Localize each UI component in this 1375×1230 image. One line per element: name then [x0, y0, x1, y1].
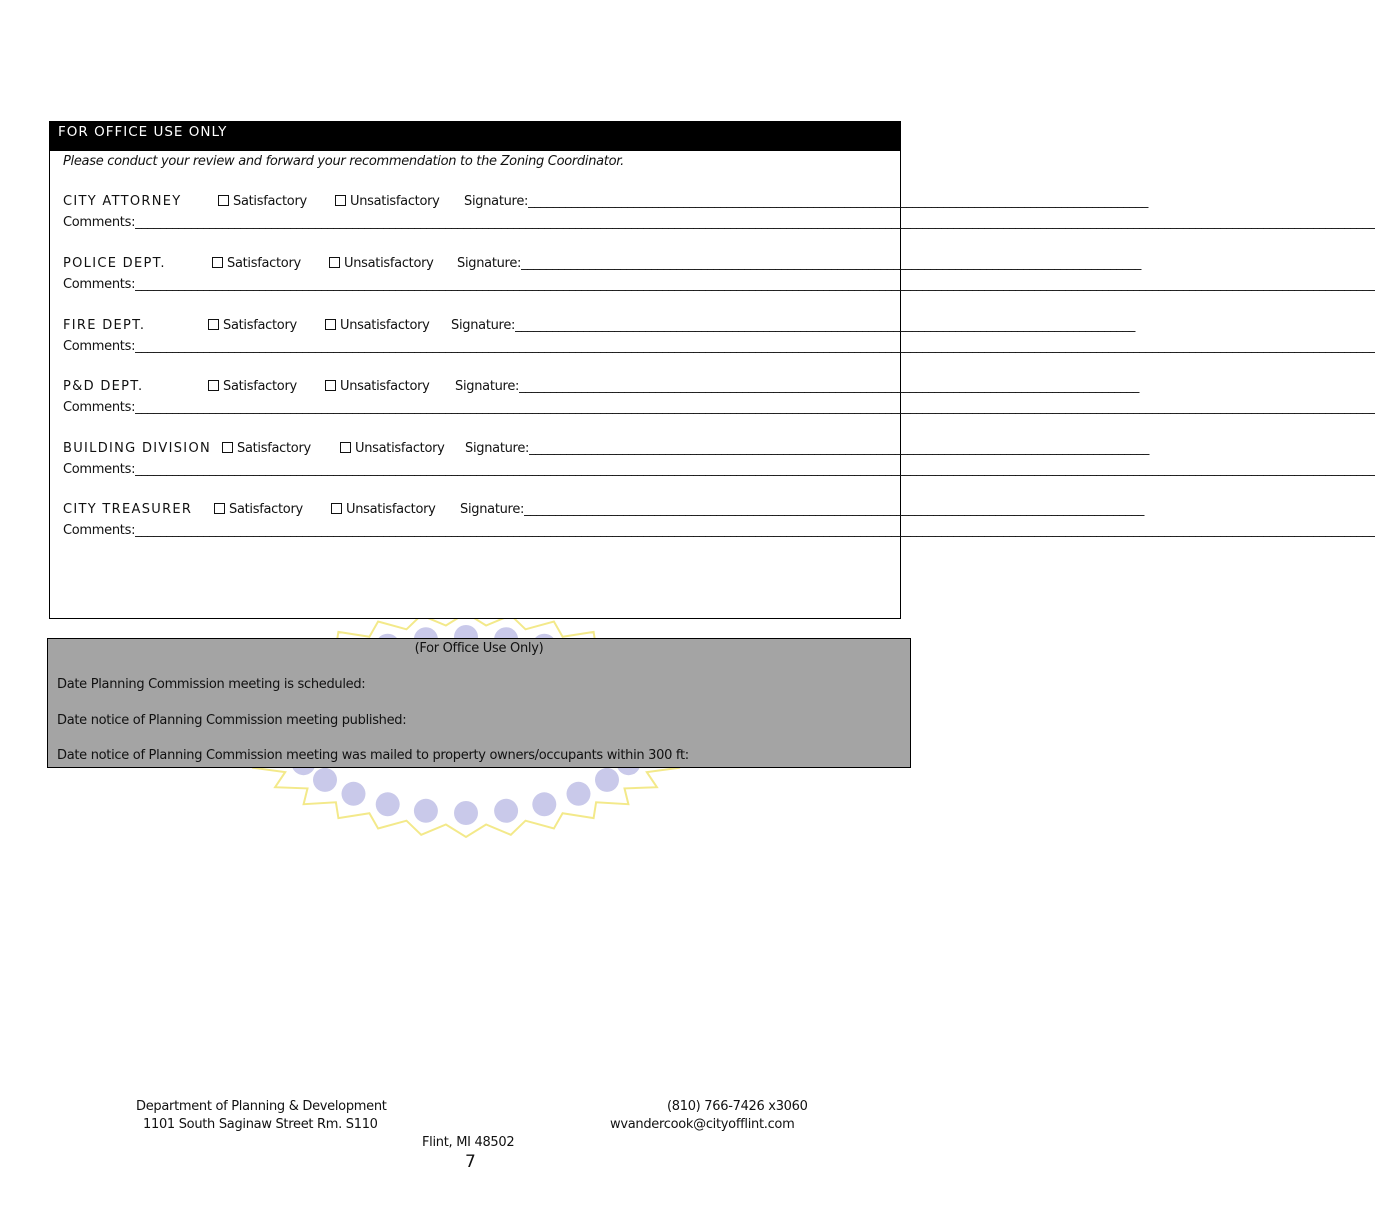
satisfactory-option[interactable] [218, 194, 307, 209]
signature-field[interactable]: Signature:____________________________________________________________________________________________________ [460, 502, 1145, 517]
page-number: 7 [465, 1152, 476, 1172]
department-name: BUILDING DIVISION [63, 441, 211, 456]
footer-phone: (810) 766-7426 x3060 [667, 1099, 808, 1114]
comments-label: Comments: [63, 462, 136, 477]
unsatisfactory-option[interactable] [325, 379, 430, 394]
department-name: CITY TREASURER [63, 502, 193, 517]
checkbox-satisfactory[interactable] [208, 380, 219, 391]
date-mailed-label: Date notice of Planning Commission meeting was mailed to property owners/occupants within 300 ft: [57, 748, 689, 763]
checkbox-unsatisfactory[interactable] [325, 319, 336, 330]
unsatisfactory-label: Unsatisfactory [355, 441, 445, 456]
comments-field[interactable]: Comments:________________________________________________________________________________________________________________________________________________________________________________________________________ [63, 339, 1375, 354]
checkbox-unsatisfactory[interactable] [325, 380, 336, 391]
comments-label: Comments: [63, 523, 136, 538]
unsatisfactory-label: Unsatisfactory [350, 194, 440, 209]
satisfactory-label: Satisfactory [229, 502, 303, 517]
office-use-review-section [49, 121, 1375, 619]
signature-label: Signature: [457, 256, 522, 271]
signature-label: Signature: [451, 318, 516, 333]
department-name: P&D DEPT. [63, 379, 144, 394]
office-use-dates-section [47, 638, 911, 768]
footer-street: 1101 South Saginaw Street Rm. S110 [143, 1117, 378, 1132]
satisfactory-label: Satisfactory [227, 256, 301, 271]
footer-city: Flint, MI 48502 [422, 1135, 515, 1150]
unsatisfactory-label: Unsatisfactory [346, 502, 436, 517]
department-name: FIRE DEPT. [63, 318, 146, 333]
section-header: FOR OFFICE USE ONLY [50, 122, 900, 151]
unsatisfactory-option[interactable] [325, 318, 430, 333]
comments-field[interactable]: Comments:________________________________________________________________________________________________________________________________________________________________________________________________________ [63, 462, 1375, 477]
satisfactory-option[interactable] [208, 318, 297, 333]
satisfactory-option[interactable] [212, 256, 301, 271]
signature-field[interactable]: Signature:____________________________________________________________________________________________________ [465, 441, 1150, 456]
checkbox-satisfactory[interactable] [218, 195, 229, 206]
checkbox-unsatisfactory[interactable] [329, 257, 340, 268]
unsatisfactory-label: Unsatisfactory [340, 379, 430, 394]
signature-label: Signature: [465, 441, 530, 456]
unsatisfactory-option[interactable] [335, 194, 440, 209]
date-scheduled-label: Date Planning Commission meeting is scheduled: [57, 677, 366, 692]
comments-label: Comments: [63, 277, 136, 292]
comments-field[interactable]: Comments:________________________________________________________________________________________________________________________________________________________________________________________________________ [63, 215, 1375, 230]
checkbox-unsatisfactory[interactable] [331, 503, 342, 514]
checkbox-satisfactory[interactable] [214, 503, 225, 514]
office-box-title: (For Office Use Only) [414, 641, 544, 656]
unsatisfactory-option[interactable] [329, 256, 434, 271]
satisfactory-option[interactable] [222, 441, 311, 456]
comments-label: Comments: [63, 215, 136, 230]
satisfactory-option[interactable] [214, 502, 303, 517]
satisfactory-label: Satisfactory [233, 194, 307, 209]
satisfactory-option[interactable] [208, 379, 297, 394]
department-name: POLICE DEPT. [63, 256, 166, 271]
footer-dept: Department of Planning & Development [136, 1099, 387, 1114]
date-published-label: Date notice of Planning Commission meeting published: [57, 713, 407, 728]
unsatisfactory-option[interactable] [340, 441, 445, 456]
unsatisfactory-label: Unsatisfactory [344, 256, 434, 271]
instruction-text: Please conduct your review and forward your recommendation to the Zoning Coordinator. [63, 154, 624, 169]
comments-field[interactable]: Comments:________________________________________________________________________________________________________________________________________________________________________________________________________ [63, 523, 1375, 538]
comments-label: Comments: [63, 339, 136, 354]
signature-label: Signature: [464, 194, 529, 209]
signature-field[interactable]: Signature:____________________________________________________________________________________________________ [457, 256, 1142, 271]
comments-label: Comments: [63, 400, 136, 415]
signature-label: Signature: [460, 502, 525, 517]
checkbox-satisfactory[interactable] [212, 257, 223, 268]
satisfactory-label: Satisfactory [223, 318, 297, 333]
unsatisfactory-option[interactable] [331, 502, 436, 517]
signature-label: Signature: [455, 379, 520, 394]
checkbox-satisfactory[interactable] [222, 442, 233, 453]
checkbox-unsatisfactory[interactable] [340, 442, 351, 453]
signature-field[interactable]: Signature:____________________________________________________________________________________________________ [451, 318, 1136, 333]
footer-email[interactable]: wvandercook@cityofflint.com [610, 1117, 795, 1132]
comments-field[interactable]: Comments:________________________________________________________________________________________________________________________________________________________________________________________________________ [63, 400, 1375, 415]
signature-field[interactable]: Signature:____________________________________________________________________________________________________ [464, 194, 1149, 209]
comments-field[interactable]: Comments:________________________________________________________________________________________________________________________________________________________________________________________________________ [63, 277, 1375, 292]
checkbox-satisfactory[interactable] [208, 319, 219, 330]
satisfactory-label: Satisfactory [223, 379, 297, 394]
satisfactory-label: Satisfactory [237, 441, 311, 456]
unsatisfactory-label: Unsatisfactory [340, 318, 430, 333]
signature-field[interactable]: Signature:____________________________________________________________________________________________________ [455, 379, 1140, 394]
checkbox-unsatisfactory[interactable] [335, 195, 346, 206]
department-name: CITY ATTORNEY [63, 194, 182, 209]
